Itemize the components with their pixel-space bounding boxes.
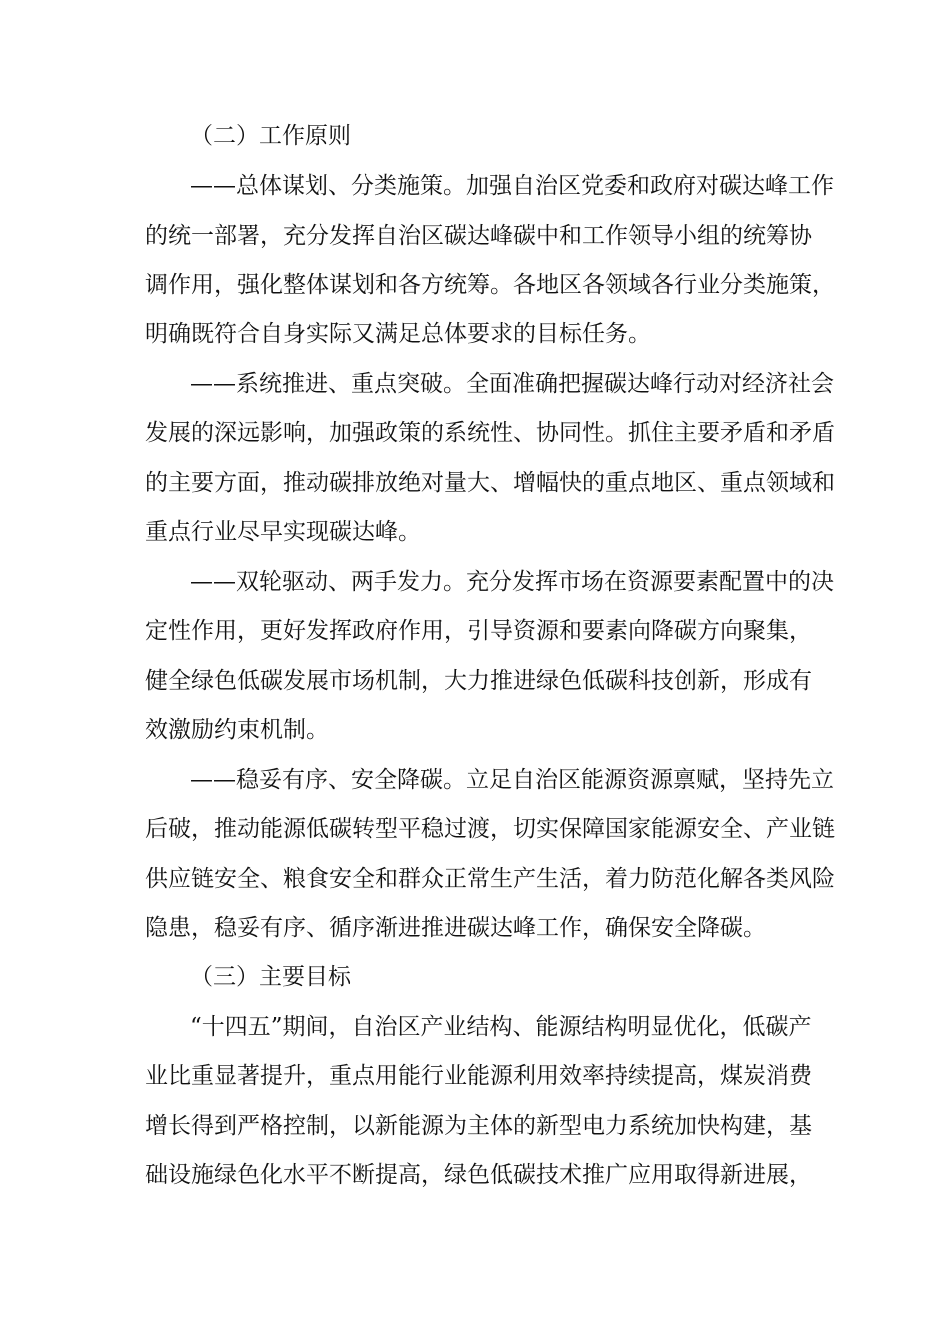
principle-4-line-1: ——稳妥有序、安全降碳。立足自治区能源资源禀赋，坚持先立 — [190, 767, 834, 793]
principle-3-line-3: 健全绿色低碳发展市场机制，大力推进绿色低碳科技创新，形成有 — [145, 668, 812, 694]
section-heading-work-principles: （二）工作原则 — [190, 123, 351, 149]
principle-4-line-3: 供应链安全、粮食安全和群众正常生产生活，着力防范化解各类风险 — [145, 866, 835, 892]
principle-1-line-1: ——总体谋划、分类施策。加强自治区党委和政府对碳达峰工作 — [190, 173, 834, 199]
goals-line-4: 础设施绿色化水平不断提高，绿色低碳技术推广应用取得新进展， — [145, 1162, 812, 1188]
principle-1-line-2: 的统一部署，充分发挥自治区碳达峰碳中和工作领导小组的统筹协 — [145, 223, 812, 249]
principle-1-line-4: 明确既符合自身实际又满足总体要求的目标任务。 — [145, 321, 651, 347]
goals-line-2: 业比重显著提升，重点用能行业能源利用效率持续提高，煤炭消费 — [145, 1063, 812, 1089]
section-heading-main-goals: （三）主要目标 — [190, 964, 351, 990]
principle-2-line-2: 发展的深远影响，加强政策的系统性、协同性。抓住主要矛盾和矛盾 — [145, 420, 835, 446]
principle-3-line-1: ——双轮驱动、两手发力。充分发挥市场在资源要素配置中的决 — [190, 569, 834, 595]
principle-2-line-4: 重点行业尽早实现碳达峰。 — [145, 519, 421, 545]
principle-4-line-2: 后破，推动能源低碳转型平稳过渡，切实保障国家能源安全、产业链 — [145, 816, 835, 842]
principle-1-line-3: 调作用，强化整体谋划和各方统筹。各地区各领域各行业分类施策， — [145, 272, 835, 298]
goals-line-3: 增长得到严格控制，以新能源为主体的新型电力系统加快构建，基 — [145, 1113, 812, 1139]
principle-2-line-3: 的主要方面，推动碳排放绝对量大、增幅快的重点地区、重点领域和 — [145, 470, 835, 496]
principle-3-line-2: 定性作用，更好发挥政府作用，引导资源和要素向降碳方向聚集， — [145, 618, 812, 644]
principle-4-line-4: 隐患，稳妥有序、循序渐进推进碳达峰工作，确保安全降碳。 — [145, 915, 766, 941]
principle-3-line-4: 效激励约束机制。 — [145, 717, 329, 743]
principle-2-line-1: ——系统推进、重点突破。全面准确把握碳达峰行动对经济社会 — [190, 371, 834, 397]
goals-line-1: “十四五”期间，自治区产业结构、能源结构明显优化，低碳产 — [190, 1014, 812, 1040]
